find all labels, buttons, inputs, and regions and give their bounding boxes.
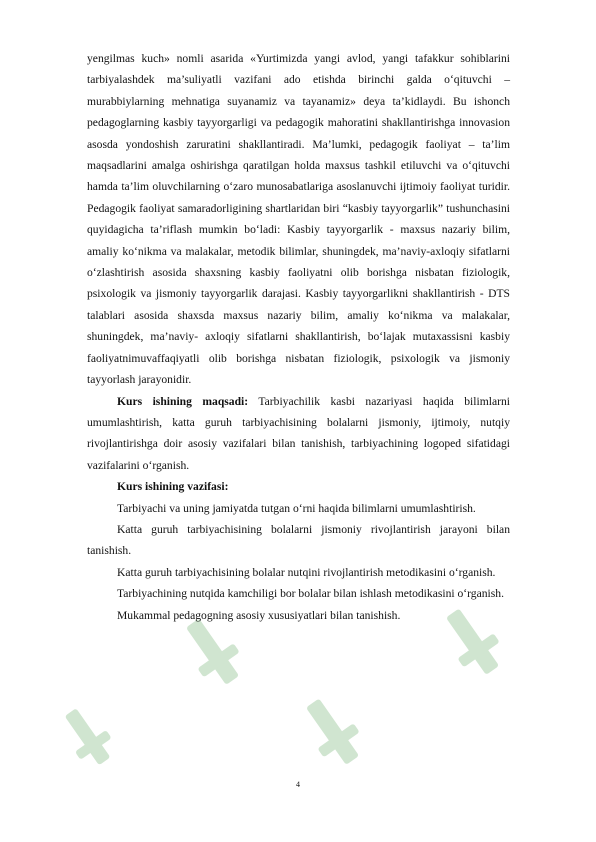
watermark-icon — [300, 690, 370, 770]
paragraph-text: Mukammal pedagogning asosiy xususiyatlari bilan tanishish. — [117, 608, 401, 622]
task-item — [87, 605, 510, 626]
watermark-icon — [60, 700, 120, 770]
task-item — [87, 498, 510, 519]
paragraph-text: Katta guruh tarbiyachisining bolalar nutqini rivojlantirish metodikasini o‘rganish. — [117, 565, 496, 579]
task-item — [87, 583, 510, 604]
paragraph-intro — [87, 48, 510, 391]
paragraph-text: Katta guruh tarbiyachisining bolalarni jismoniy rivojlantirish jarayoni bilan tanishish. — [87, 522, 510, 558]
goal-label: Kurs ishining maqsadi: — [117, 394, 249, 408]
paragraph-text: Tarbiyachining nutqida kamchiligi bor bolalar bilan ishlash metodikasini o‘rganish. — [117, 587, 504, 601]
document-body — [87, 48, 510, 626]
paragraph-goal — [87, 391, 510, 477]
paragraph-tasks-heading — [87, 476, 510, 497]
paragraph-text: Tarbiyachilik kasbi nazariyasi haqida bilimlarni umumlashtirish, katta guruh tarbiyachisining bolalarni jismoniy, ijtimoiy, nutqiy rivojlantirishga doir asosiy vazifalari bilan tanishish, tarbiyachining logoped sifatidagi vazifalarini o‘rganish. — [87, 394, 510, 472]
page-number: 4 — [296, 780, 300, 789]
paragraph-text: yengilmas kuch» nomli asarida «Yurtimizda yangi avlod, yangi tafakkur sohiblarini tarbiyalashdek ma’suliyatli vazifani ado etishda birinchi galda o‘qituvchi – murabbiylarning mehnatiga suyanamiz va tayanamiz» deya ta’kidlaydi. Bu ishonch pedagoglarning kasbiy tayyorgarligi va pedagogik mahoratini shakllantirishga innovasion asosda yondoshish zaruratini shakllantiradi. Ma’lumki, pedagogik faoliyat – ta’lim maqsadlarini amalga oshirishga qaratilgan holda maxsus tashkil etiluvchi va o‘qituvchi hamda ta’lim oluvchilarning o‘zaro munosabatlariga asoslanuvchi ijtimoiy faoliyat turidir. Pedagogik faoliyat samaradorligining shartlaridan biri “kasbiy tayyorgarlik” tushunchasini quyidagicha ta’riflash mumkin bo‘ladi: Kasbiy tayyorgarlik - maxsus nazariy bilim, amaliy ko‘nikma va malakalar, metodik bilimlar, shuningdek, ma’naviy-axloqiy sifatlarni o‘zlashtirish asosida shaxsning kasbiy faoliyatni olib borishga nisbatan fiziologik, psixologik va jismoniy tayyorgarlik darajasi. Kasbiy tayyorgarlikni shakllantirish - DTS talablari asosida shaxsda maxsus nazariy bilim, amaliy ko‘nikma va malakalar, shuningdek, ma’naviy- axloqiy sifatlarni shakllantirish, bo‘lajak mutaxassisni kasbiy faoliyatnimuvaffaqiyatli olib borishga nisbatan fiziologik, psixologik va jismoniy tayyorlash jarayonidir. — [87, 52, 510, 387]
tasks-label: Kurs ishining vazifasi: — [117, 480, 229, 494]
task-item — [87, 562, 510, 583]
task-item — [87, 519, 510, 562]
paragraph-text: Tarbiyachi va uning jamiyatda tutgan o‘rni haqida bilimlarni umumlashtirish. — [117, 501, 476, 515]
